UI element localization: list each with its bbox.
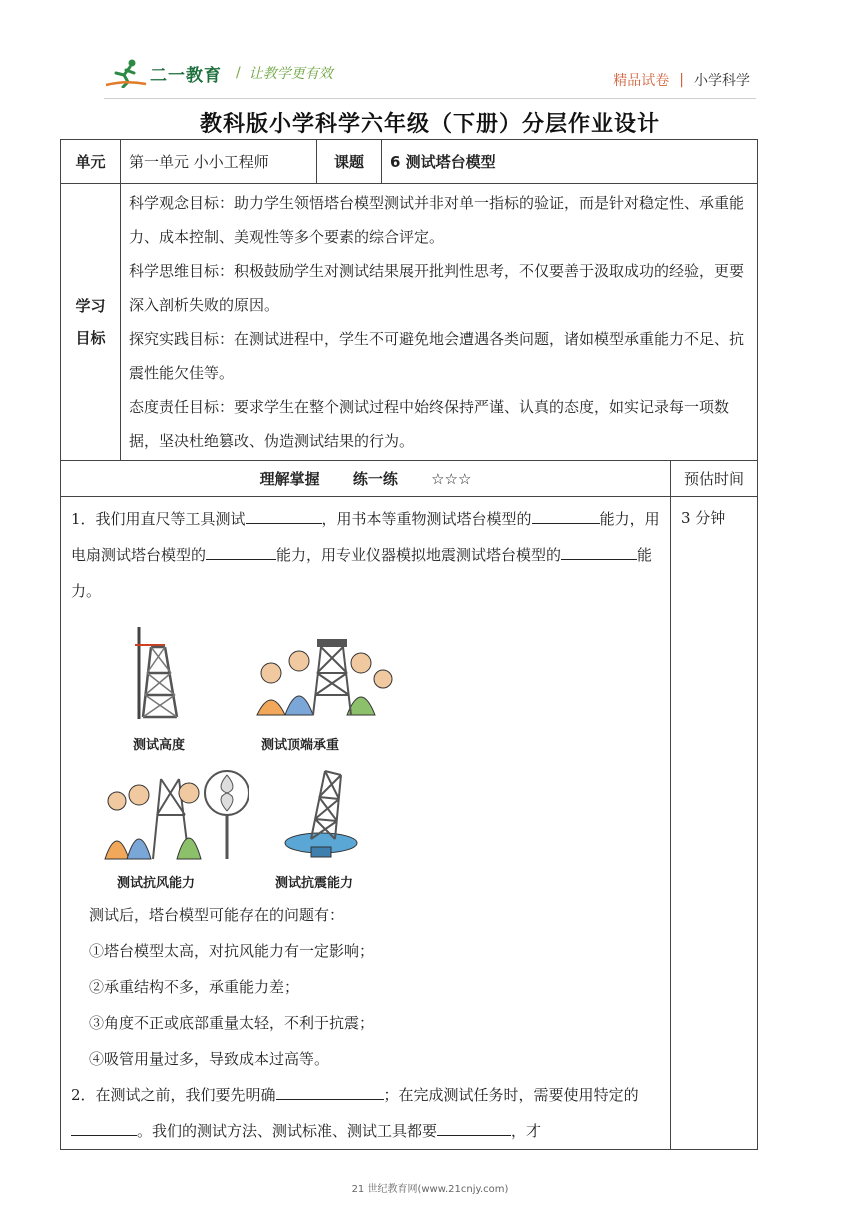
tower-earthquake-illustration — [281, 767, 361, 859]
problem-item: ③角度不正或底部重量太轻，不利于抗震； — [89, 1014, 375, 1032]
blank-4 — [561, 541, 637, 560]
time-value: 3 分钟 — [671, 497, 758, 1150]
section-title-a: 理解掌握 — [259, 469, 320, 488]
worksheet-table — [60, 139, 758, 1150]
header-tags — [613, 70, 750, 90]
topic-value: 6 测试塔台模型 — [382, 140, 758, 184]
logo-slogan: 让教学更有效 — [248, 66, 333, 82]
header-divider — [104, 98, 756, 99]
unit-value: 第一单元 小小工程师 — [121, 140, 317, 184]
goals-label-line2: 目标 — [75, 329, 106, 347]
goals-row — [61, 184, 758, 461]
tag-separator: | — [679, 72, 684, 88]
problems-intro: 测试后，塔台模型可能存在的问题有： — [89, 906, 345, 924]
tower-wind-illustration — [99, 765, 249, 861]
logo-text: 二一教育 — [150, 65, 222, 86]
caption-load: 测试顶端承重 — [261, 738, 340, 753]
goal-thinking: 科学思维目标：积极鼓励学生对测试结果展开批判性思考，不仅要善于汲取成功的经验，更要深入剖析失败的原因。 — [129, 262, 745, 314]
page-title: 教科版小学科学六年级（下册）分层作业设计 — [199, 112, 660, 137]
blank-1 — [246, 505, 322, 524]
section-title-b: 练一练 — [352, 469, 398, 488]
goal-attitude: 态度责任目标：要求学生在整个测试过程中始终保持严谨、认真的态度，如实记录每一项数据，坚决杜绝篡改、伪造测试结果的行为。 — [129, 398, 730, 450]
page-header — [0, 0, 860, 100]
time-header: 预估时间 — [671, 461, 758, 497]
problem-item: ①塔台模型太高，对抗风能力有一定影响； — [89, 942, 375, 960]
goals-label — [61, 184, 121, 461]
question-2: 2．在测试之前，我们要先明确 ；在完成测试任务时，需要使用特定的。我们的测试方法、测试标准、测试工具都要 ，才 — [71, 1077, 662, 1149]
blank-7 — [437, 1117, 511, 1136]
problem-item: ④吸管用量过多，导致成本过高等。 — [89, 1050, 330, 1068]
problem-item: ②承重结构不多，承重能力差； — [89, 978, 300, 996]
blank-2 — [532, 505, 600, 524]
question-1: 1．我们用直尺等工具测试 ，用书本等重物测试塔台模型的 能力，用电扇测试塔台模型的 能力，用专业仪器模拟地震测试塔台模型的 能力。 — [71, 501, 662, 609]
test-figures — [71, 617, 662, 889]
blank-5 — [276, 1081, 384, 1100]
info-row — [61, 140, 758, 184]
logo — [104, 56, 333, 90]
goals-content — [121, 184, 758, 461]
difficulty-stars: ☆☆☆ — [431, 469, 472, 488]
tower-height-illustration — [125, 623, 195, 723]
logo-separator: / — [236, 65, 241, 81]
blank-3 — [206, 541, 276, 560]
problems-list — [71, 897, 662, 1077]
unit-label: 单元 — [61, 140, 121, 184]
question-content — [61, 497, 671, 1150]
running-figure-icon — [104, 58, 148, 88]
tower-load-illustration — [243, 633, 393, 717]
section-title — [61, 461, 671, 497]
goal-practice: 探究实践目标：在测试进程中，学生不可避免地会遭遇各类问题，诸如模型承重能力不足、抗震性能欠佳等。 — [129, 330, 745, 382]
goal-concept: 科学观念目标：助力学生领悟塔台模型测试并非对单一指标的验证，而是针对稳定性、承重能力、成本控制、美观性等多个要素的综合评定。 — [129, 194, 745, 246]
premium-tag: 精品试卷 — [613, 73, 670, 89]
caption-wind: 测试抗风能力 — [117, 876, 196, 891]
section-header-row — [61, 461, 758, 497]
blank-6 — [71, 1117, 137, 1136]
page-footer: 21 世纪教育网(www.21cnjy.com) — [351, 1184, 509, 1195]
caption-earthquake: 测试抗震能力 — [275, 876, 354, 891]
subject-tag: 小学科学 — [694, 73, 750, 89]
topic-label: 课题 — [317, 140, 382, 184]
goals-label-line1: 学习 — [75, 297, 106, 315]
caption-height: 测试高度 — [133, 738, 186, 753]
question-row — [61, 497, 758, 1150]
